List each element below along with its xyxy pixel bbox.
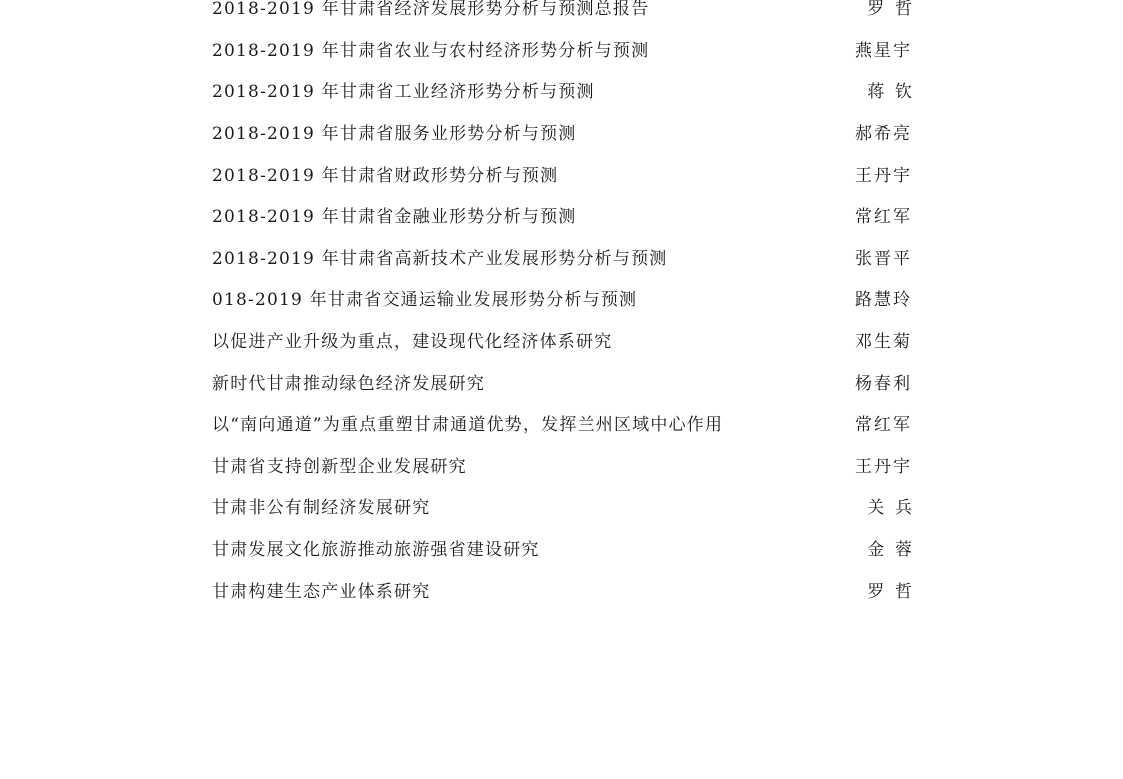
entry-title: 甘肃发展文化旅游推动旅游强省建设研究 — [212, 540, 540, 561]
entry-author: 邓生菊 — [855, 332, 912, 353]
entry-title: 2018-2019 年甘肃省财政形势分析与预测 — [212, 165, 559, 186]
entry-title: 018-2019 年甘肃省交通运输业发展形势分析与预测 — [212, 290, 638, 311]
entry-title: 2018-2019 年甘肃省金融业形势分析与预测 — [212, 207, 577, 228]
entry-title: 以“南向通道”为重点重塑甘肃通道优势，发挥兰州区域中心作用 — [212, 415, 724, 436]
entry-title: 2018-2019 年甘肃省农业与农村经济形势分析与预测 — [212, 40, 650, 61]
entry-author: 金 蓉 — [867, 540, 912, 561]
entry-title: 以促进产业升级为重点，建设现代化经济体系研究 — [212, 332, 613, 353]
list-item — [212, 111, 912, 153]
entry-author: 张晋平 — [855, 248, 912, 269]
list-item — [212, 319, 912, 361]
list-item — [212, 277, 912, 319]
entry-title: 甘肃省支持创新型企业发展研究 — [212, 456, 467, 477]
entry-author: 杨春利 — [855, 373, 912, 394]
entry-author: 王丹宇 — [855, 165, 912, 186]
entry-title: 新时代甘肃推动绿色经济发展研究 — [212, 373, 485, 394]
entry-title: 2018-2019 年甘肃省经济发展形势分析与预测总报告 — [212, 0, 650, 20]
list-item — [212, 28, 912, 70]
entry-author: 关 兵 — [867, 498, 912, 519]
list-item — [212, 402, 912, 444]
list-item — [212, 444, 912, 486]
entry-title: 2018-2019 年甘肃省工业经济形势分析与预测 — [212, 82, 595, 103]
entry-author: 罗 哲 — [867, 581, 912, 602]
entry-title: 甘肃非公有制经济发展研究 — [212, 498, 431, 519]
list-item — [212, 236, 912, 278]
table-of-contents — [212, 0, 912, 610]
entry-author: 常红军 — [855, 207, 912, 228]
entry-author: 郝希亮 — [855, 124, 912, 145]
list-item — [212, 69, 912, 111]
list-item — [212, 360, 912, 402]
entry-author: 王丹宇 — [855, 456, 912, 477]
list-item — [212, 527, 912, 569]
list-item — [212, 485, 912, 527]
entry-title: 甘肃构建生态产业体系研究 — [212, 581, 431, 602]
entry-author: 罗 哲 — [867, 0, 912, 20]
entry-author: 常红军 — [855, 415, 912, 436]
entry-author: 燕星宇 — [855, 40, 912, 61]
list-item — [212, 568, 912, 610]
list-item — [212, 0, 912, 28]
entry-author: 蒋 钦 — [867, 82, 912, 103]
list-item — [212, 152, 912, 194]
entry-title: 2018-2019 年甘肃省高新技术产业发展形势分析与预测 — [212, 248, 668, 269]
list-item — [212, 194, 912, 236]
entry-author: 路慧玲 — [855, 290, 912, 311]
entry-title: 2018-2019 年甘肃省服务业形势分析与预测 — [212, 124, 577, 145]
